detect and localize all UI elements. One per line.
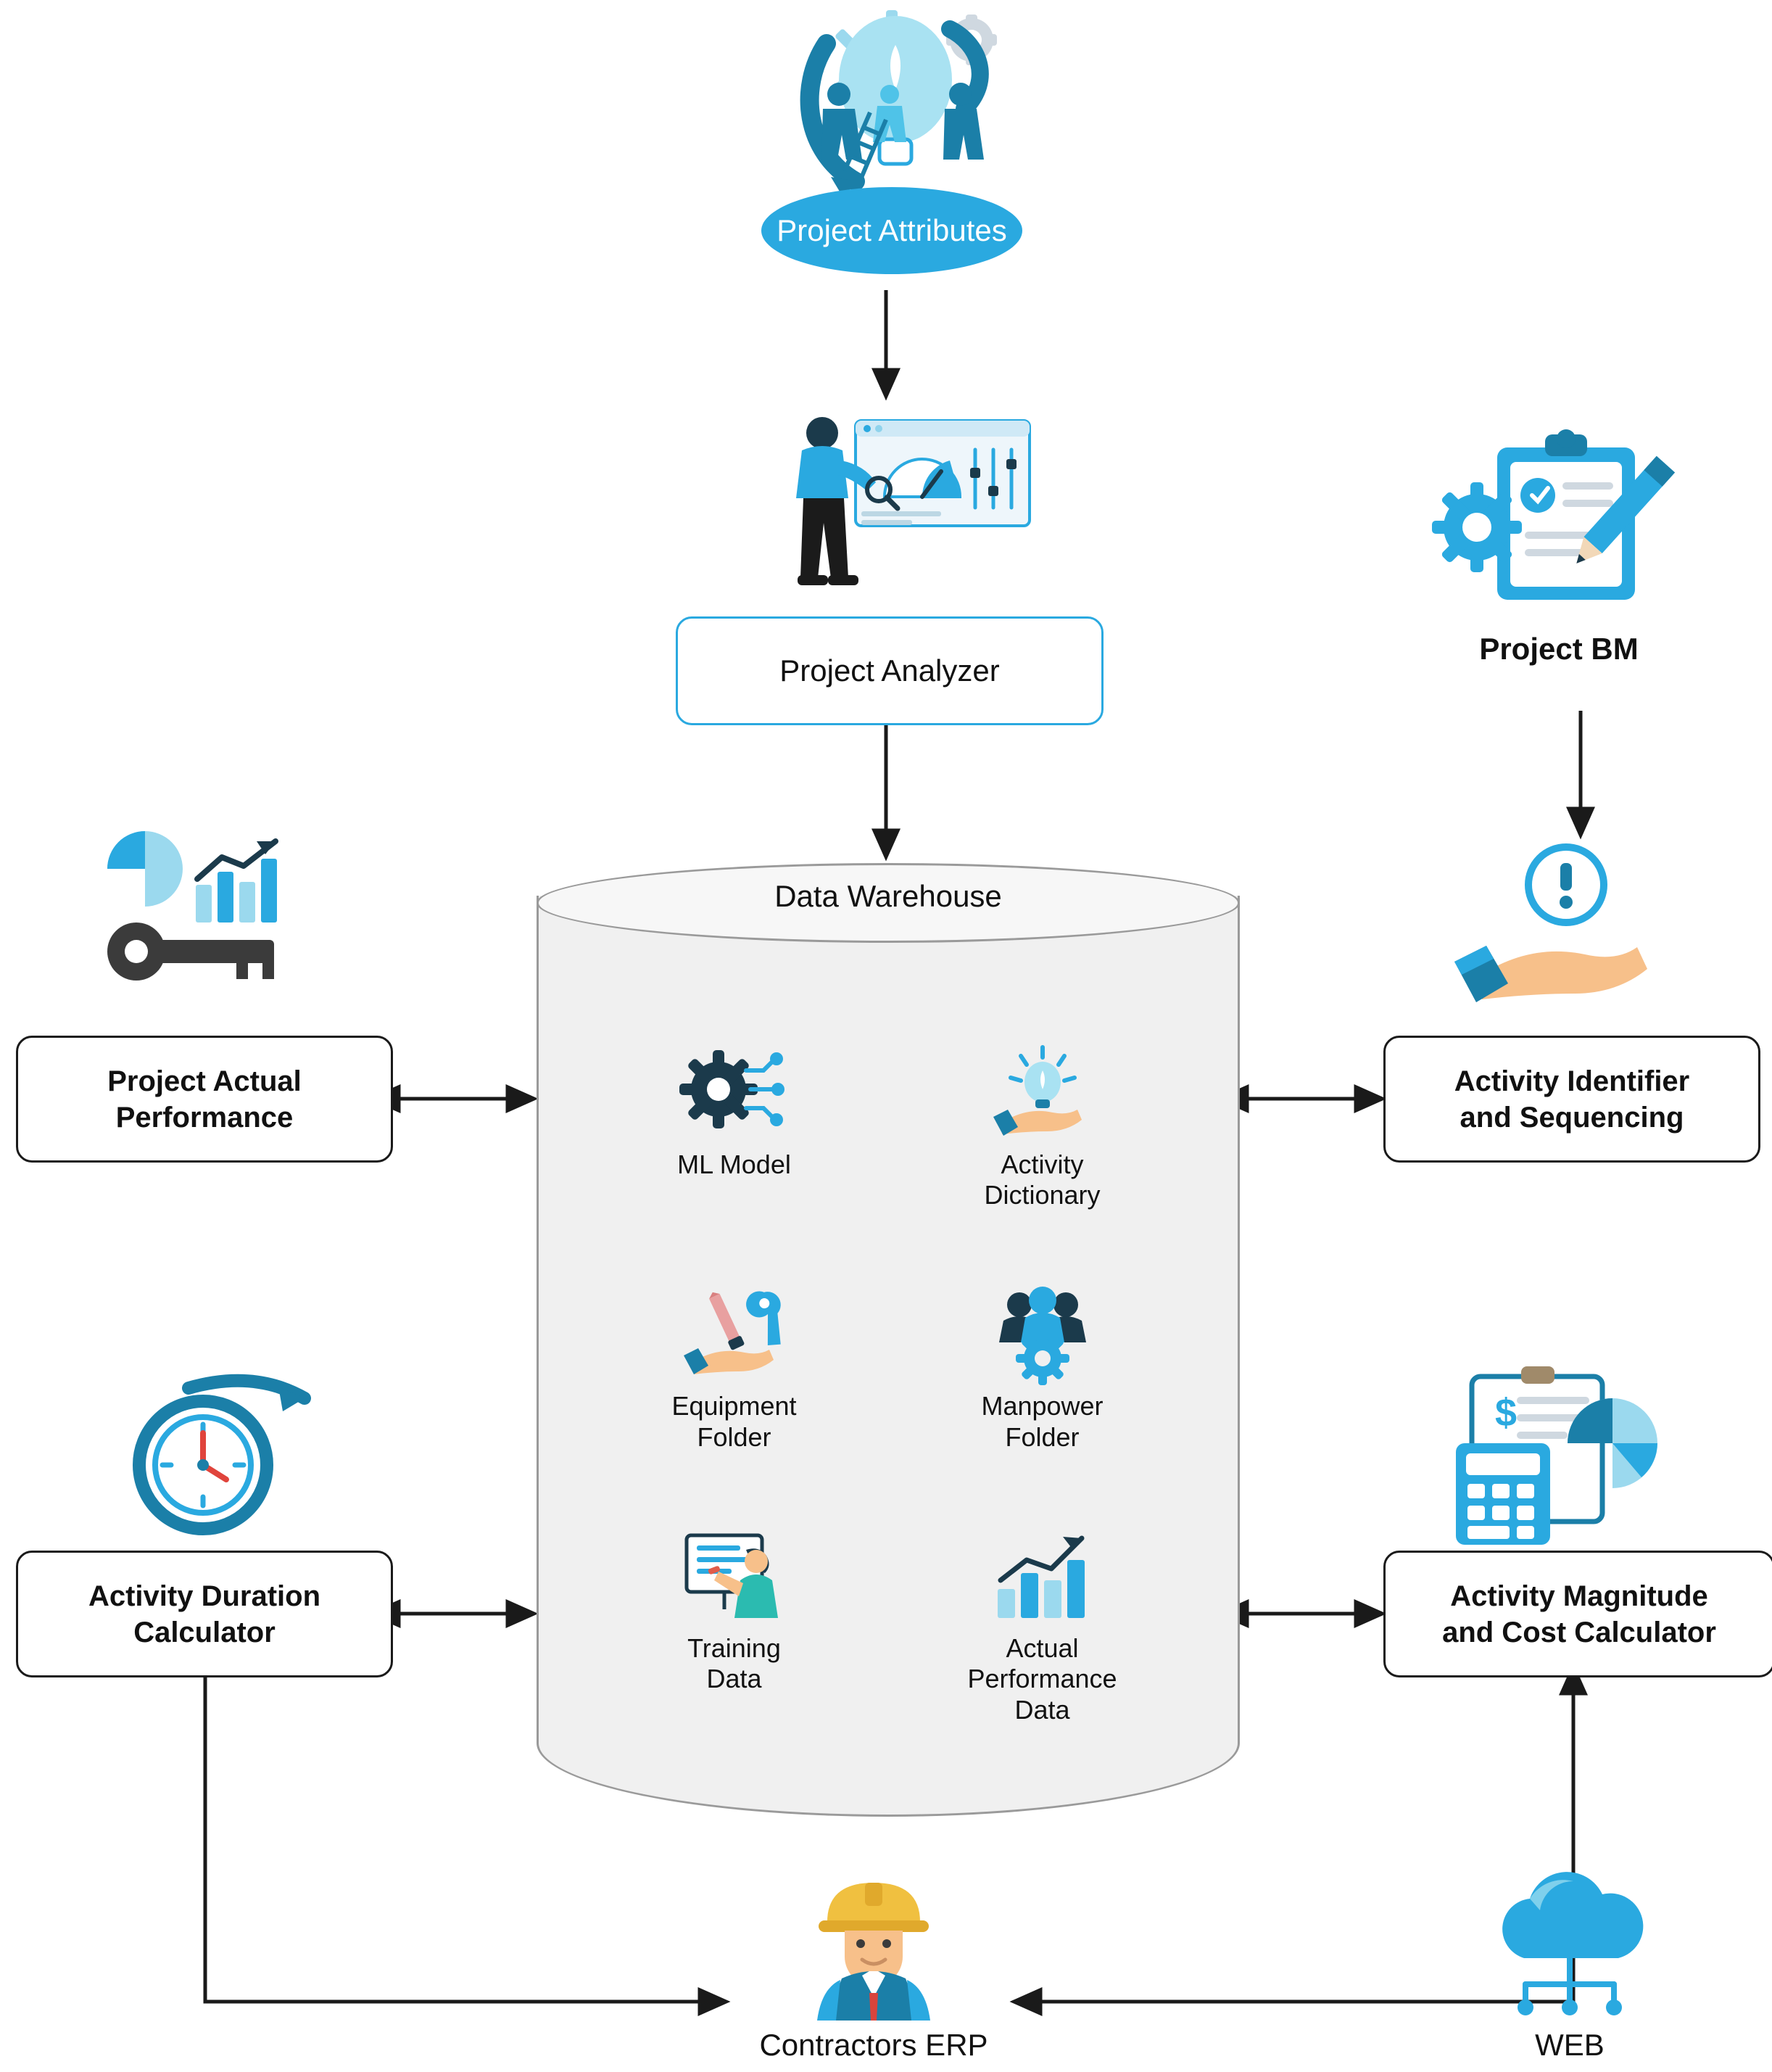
training-data-label-1: Training bbox=[687, 1633, 781, 1663]
calculator-pie-chart-icon bbox=[1436, 1363, 1682, 1552]
node-data-warehouse[interactable] bbox=[537, 863, 1240, 1849]
contractors-erp-label: Contractors ERP bbox=[759, 2028, 988, 2062]
clipboard-gear-pencil-icon bbox=[1439, 424, 1678, 627]
node-activity-magnitude-cost[interactable] bbox=[1383, 1551, 1772, 1677]
cloud-network-icon bbox=[1479, 1878, 1660, 2023]
hand-lightbulb-icon bbox=[985, 1044, 1101, 1142]
activity-magnitude-label-2: and Cost Calculator bbox=[1442, 1616, 1716, 1648]
node-activity-magnitude-icon bbox=[1436, 1363, 1682, 1552]
warehouse-items-grid bbox=[580, 1044, 1196, 1770]
bar-chart-trend-icon bbox=[985, 1528, 1101, 1626]
activity-duration-label-2: Calculator bbox=[133, 1616, 276, 1648]
warehouse-item-ml-model[interactable] bbox=[580, 1044, 888, 1286]
actual-performance-label-1: Actual bbox=[1006, 1633, 1079, 1663]
project-attributes-label: Project Attributes bbox=[777, 213, 1007, 247]
node-web-icon bbox=[1479, 1878, 1660, 2023]
project-actual-performance-label-2: Performance bbox=[115, 1101, 294, 1134]
node-project-analyzer[interactable] bbox=[676, 616, 1104, 725]
data-warehouse-title: Data Warehouse bbox=[774, 879, 1002, 913]
node-project-bm-icon bbox=[1439, 424, 1678, 627]
hand-tools-icon bbox=[676, 1286, 792, 1384]
gear-circuit-icon bbox=[676, 1044, 792, 1142]
activity-identifier-label-1: Activity Identifier bbox=[1454, 1065, 1690, 1097]
project-bm-label: Project BM bbox=[1479, 632, 1639, 666]
node-activity-identifier[interactable] bbox=[1383, 1036, 1760, 1163]
node-activity-duration-calculator[interactable] bbox=[16, 1551, 393, 1677]
manpower-folder-label-1: Manpower bbox=[981, 1391, 1104, 1421]
manpower-folder-label-2: Folder bbox=[1005, 1421, 1080, 1452]
ml-model-label: ML Model bbox=[677, 1149, 791, 1179]
warehouse-item-training-data[interactable] bbox=[580, 1528, 888, 1770]
activity-dictionary-label-2: Dictionary bbox=[984, 1180, 1101, 1210]
activity-dictionary-label-1: Activity bbox=[1001, 1149, 1084, 1179]
node-activity-identifier-icon bbox=[1436, 841, 1697, 1030]
pie-bar-chart-key-icon bbox=[94, 841, 326, 1023]
activity-magnitude-label-1: Activity Magnitude bbox=[1450, 1580, 1708, 1612]
warehouse-item-activity-dictionary[interactable] bbox=[888, 1044, 1196, 1286]
warehouse-item-actual-performance-data[interactable] bbox=[888, 1528, 1196, 1770]
node-activity-duration-icon bbox=[102, 1363, 334, 1552]
node-project-analyzer-icon bbox=[769, 410, 1044, 613]
training-data-label-2: Data bbox=[706, 1664, 762, 1694]
trainer-presentation-icon bbox=[676, 1528, 792, 1626]
project-actual-performance-label-1: Project Actual bbox=[107, 1065, 302, 1097]
project-analyzer-label: Project Analyzer bbox=[779, 653, 1000, 688]
warehouse-item-manpower-folder[interactable] bbox=[888, 1286, 1196, 1527]
hand-alert-icon bbox=[1436, 841, 1697, 1030]
node-contractors-erp-icon bbox=[787, 1871, 961, 2023]
actual-performance-label-2: Performance bbox=[967, 1664, 1117, 1694]
analyst-dashboard-icon bbox=[769, 410, 1044, 613]
people-gear-icon bbox=[985, 1286, 1101, 1384]
web-label: WEB bbox=[1535, 2028, 1605, 2062]
equipment-folder-label-2: Folder bbox=[697, 1421, 771, 1452]
actual-performance-label-3: Data bbox=[1014, 1694, 1070, 1725]
node-project-actual-performance[interactable] bbox=[16, 1036, 393, 1163]
node-project-attributes[interactable] bbox=[674, 0, 1102, 290]
equipment-folder-label-1: Equipment bbox=[671, 1391, 797, 1421]
svg-text:$: $ bbox=[1495, 1391, 1518, 1435]
activity-identifier-label-2: and Sequencing bbox=[1460, 1101, 1684, 1134]
warehouse-item-equipment-folder[interactable] bbox=[580, 1286, 888, 1527]
engineer-worker-icon bbox=[787, 1871, 961, 2023]
activity-duration-label-1: Activity Duration bbox=[88, 1580, 321, 1612]
node-project-actual-performance-icon bbox=[94, 841, 326, 1023]
clock-speed-icon bbox=[102, 1363, 334, 1552]
